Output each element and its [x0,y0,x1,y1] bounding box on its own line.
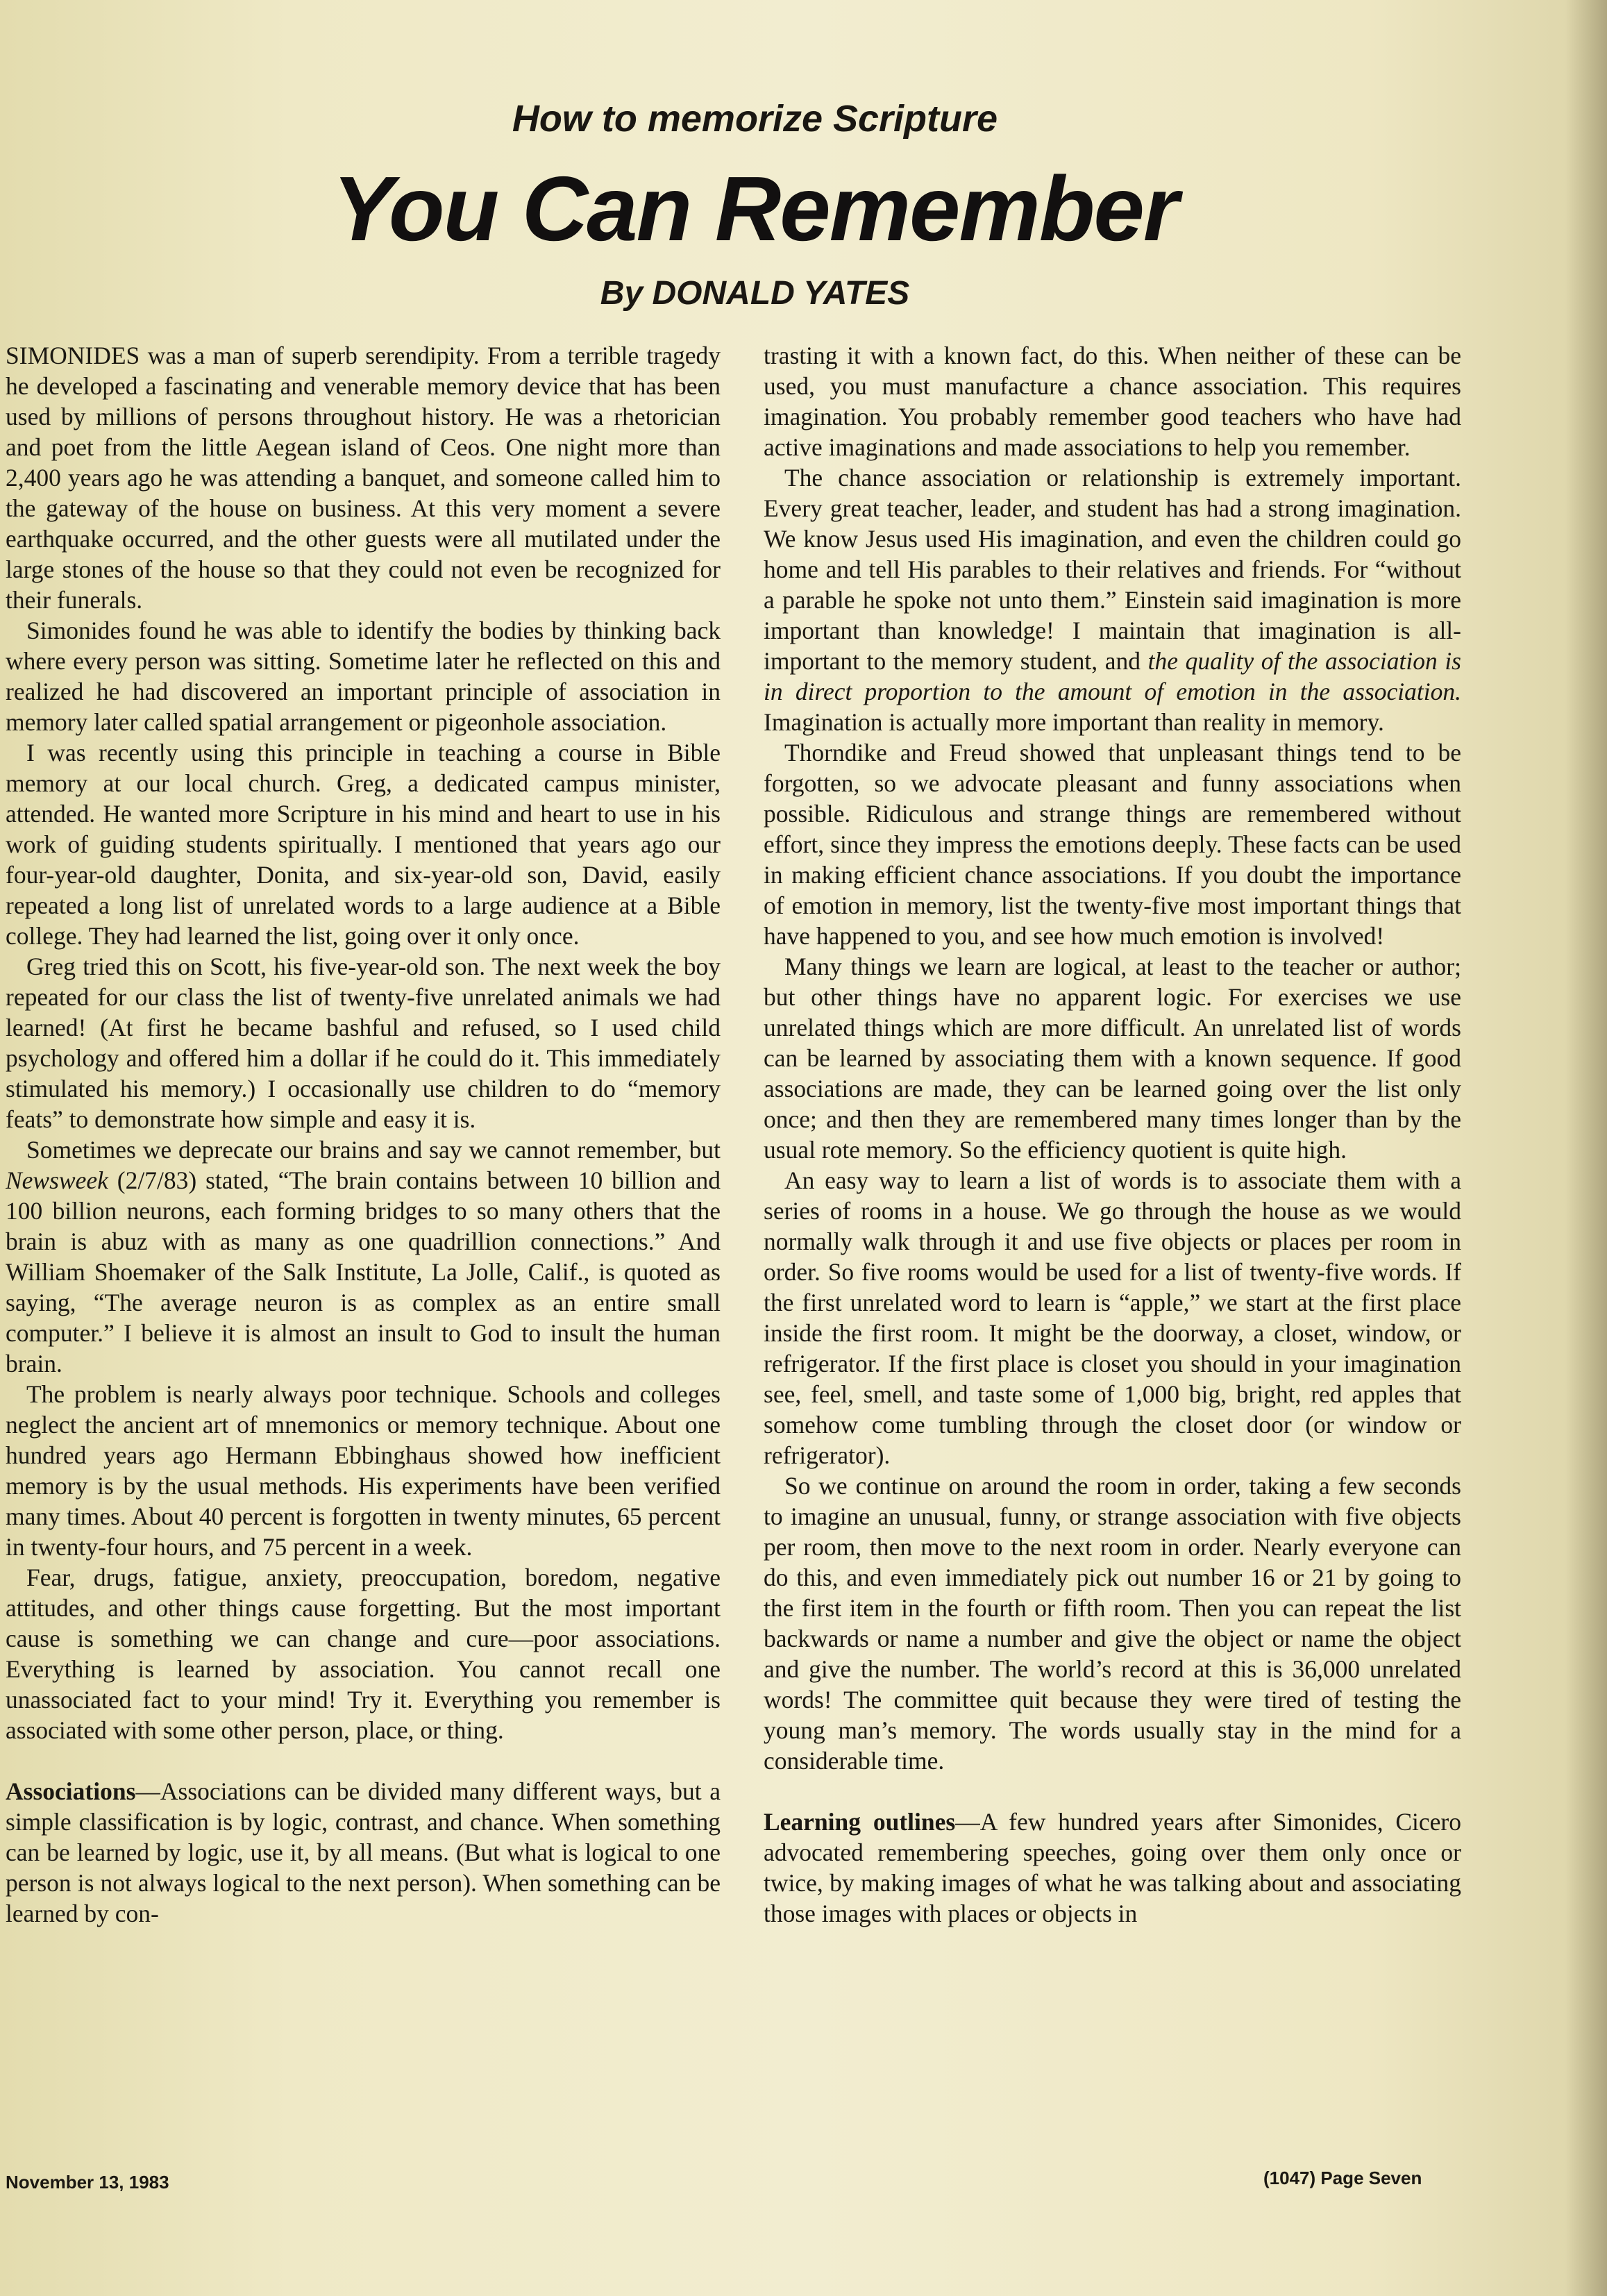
text-run: —A few hundred years after Simonides, Cicero advocated remembering speeches, going over them only once or twice, by making images of what he was talking about and associating those images with places or objects in [764,1808,1461,1927]
page-edge-shadow [1565,0,1607,2296]
paragraph: I was recently using this principle in teaching a course in Bible memory at our local church. Greg, a dedicated campus minister, attended. He wanted more Scripture in his mind and heart to use in his work of guiding students spiritually. I mentioned that years ago our four-year-old daughter, Donita, and six-year-old son, David, easily repeated a long list of unrelated words to a large audience at a Bible college. They had learned the list, going over it only once. [6,739,721,950]
paragraph [6,1134,721,1379]
section-paragraph [764,1807,1461,1929]
paragraph [764,462,1461,737]
paragraph: Greg tried this on Scott, his five-year-old son. The next week the boy repeated for our class the list of twenty-five unrelated animals we had learned! (At first he became bashful and refused, so I used child psychology and offered him a dollar if he could do it. This immediately stimulated his memory.) I occasionally use children to do “memory feats” to demonstrate how simple and easy it is. [6,953,721,1133]
paragraph: trasting it with a known fact, do this. When neither of these can be used, you must manufacture a chance association. This requires imagination. You probably remember good teachers who have had active imaginations and made associations to help you remember. [764,342,1461,461]
paragraph: An easy way to learn a list of words is to associate them with a series of rooms in a house. We go through the house as we would normally walk through it and use five objects or places per room in order. So five rooms would be used for a list of twenty-five words. If the first unrelated word to learn is “apple,” we start at the first place inside the first room. It might be the doorway, a closet, window, or refrigerator. If the first place is closet you should in your imagination see, feel, smell, and taste some of 1,000 big, bright, red apples that somehow come tumbling through the closet door (or window or refrigerator). [764,1166,1461,1469]
paragraph: So we continue on around the room in order, taking a few seconds to imagine an unusual, funny, or strange association with five objects per room, then move to the next room in order. Nearly everyone can do this, and even immediately pick out number 16 or 21 by going to the first item in the fourth or fifth room. Then you can repeat the list backwards or name a number and give the object or name the object and give the number. The world’s record at this is 36,000 unrelated words! The committee quit because they were tired of testing the young man’s memory. The words usually stay in the mind for a considerable time. [764,1472,1461,1775]
paragraph: Thorndike and Freud showed that unpleasant things tend to be forgotten, so we advocate pleasant and funny associations when possible. Ridiculous and strange things are remembered without effort, since they impress the emotions deeply. These facts can be used in making efficient chance associations. If you doubt the importance of emotion in memory, list the twenty-five most important things that have happened to you, and see how much emotion is involved! [764,739,1461,950]
paragraph: Simonides found he was able to identify the bodies by thinking back where every person was sitting. Sometime later he reflected on this and realized he had discovered an important principle of association in memory later called spatial arrangement or pigeonhole association. [6,617,721,736]
emphasis-text: the quality of the association is in direct proportion to the amount of emotion in the association. [764,647,1461,705]
text-run: (2/7/83) stated, “The brain contains between 10 billion and 100 billion neurons, each forming bridges to so many others that the brain is abuz with as many as one quadrillion connections.” And William Shoemaker of the Salk Institute, La Jolle, Calif., is quoted as saying, “The average neuron is as complex as an entire small computer.” I believe it is almost an insult to God to insult the human brain. [6,1166,721,1377]
article-byline: By DONALD YATES [600,275,910,312]
article-title: You Can Remember [332,158,1178,260]
section-paragraph [6,1776,721,1929]
left-column [6,340,721,2125]
article-kicker: How to memorize Scripture [512,98,998,140]
right-column [764,340,1461,2125]
paragraph: Many things we learn are logical, at least to the teacher or author; but other things have no apparent logic. For exercises we use unrelated things which are more difficult. An unrelated list of words can be learned by associating them with a known sequence. If good associations are made, they can be learned going over the list only once; and then they are remembered many times longer than by the usual rote memory. So the efficiency quotient is quite high. [764,953,1461,1164]
footer-date: November 13, 1983 [6,2172,169,2193]
footer-page-number: (1047) Page Seven [1263,2168,1422,2188]
section-heading: Associations [6,1777,136,1805]
section-heading: Learning outlines [764,1808,956,1836]
paragraph: Fear, drugs, fatigue, anxiety, preoccupation, boredom, negative attitudes, and other things cause forgetting. But the most important cause is something we can change and cure—poor associations. Everything is learned by association. You cannot recall one unassociated fact to your mind! Try it. Everything you remember is associated with some other person, place, or thing. [6,1564,721,1744]
paragraph: SIMONIDES was a man of superb serendipity. From a terrible tragedy he developed a fascinating and venerable memory device that has been used by millions of persons throughout history. He was a rhetorician and poet from the little Aegean island of Ceos. One night more than 2,400 years ago he was attending a banquet, and someone called him to the gateway of the house on business. At this very moment a severe earthquake occurred, and the other guests were all mutilated under the large stones of the house so that they could not even be recognized for their funerals. [6,342,721,614]
publication-name: Newsweek [6,1166,108,1194]
text-run: —Associations can be divided many different ways, but a simple classification is by logic, contrast, and chance. When something can be learned by logic, use it, by all means. (But what is logical to one person is not always logical to the next person). When something can be learned by con- [6,1777,721,1927]
paragraph: The problem is nearly always poor technique. Schools and colleges neglect the ancient art of mnemonics or memory technique. About one hundred years ago Hermann Ebbinghaus showed how inefficient memory is by the usual methods. His experiments have been verified many times. About 40 percent is forgotten in twenty minutes, 65 percent in twenty-four hours, and 75 percent in a week. [6,1380,721,1561]
text-run: Imagination is actually more important than reality in memory. [764,708,1384,736]
text-run: The chance association or relationship is extremely important. Every great teacher, leader, and student has had a strong imagination. We know Jesus used His imagination, and even the children could go home and tell His parables to their relatives and friends. For “without a parable he spoke not unto them.” Einstein said imagination is more important than knowledge! I maintain that imagination is all-important to the memory student, and [764,464,1461,675]
text-run: Sometimes we deprecate our brains and say we cannot remember, but [26,1136,721,1164]
